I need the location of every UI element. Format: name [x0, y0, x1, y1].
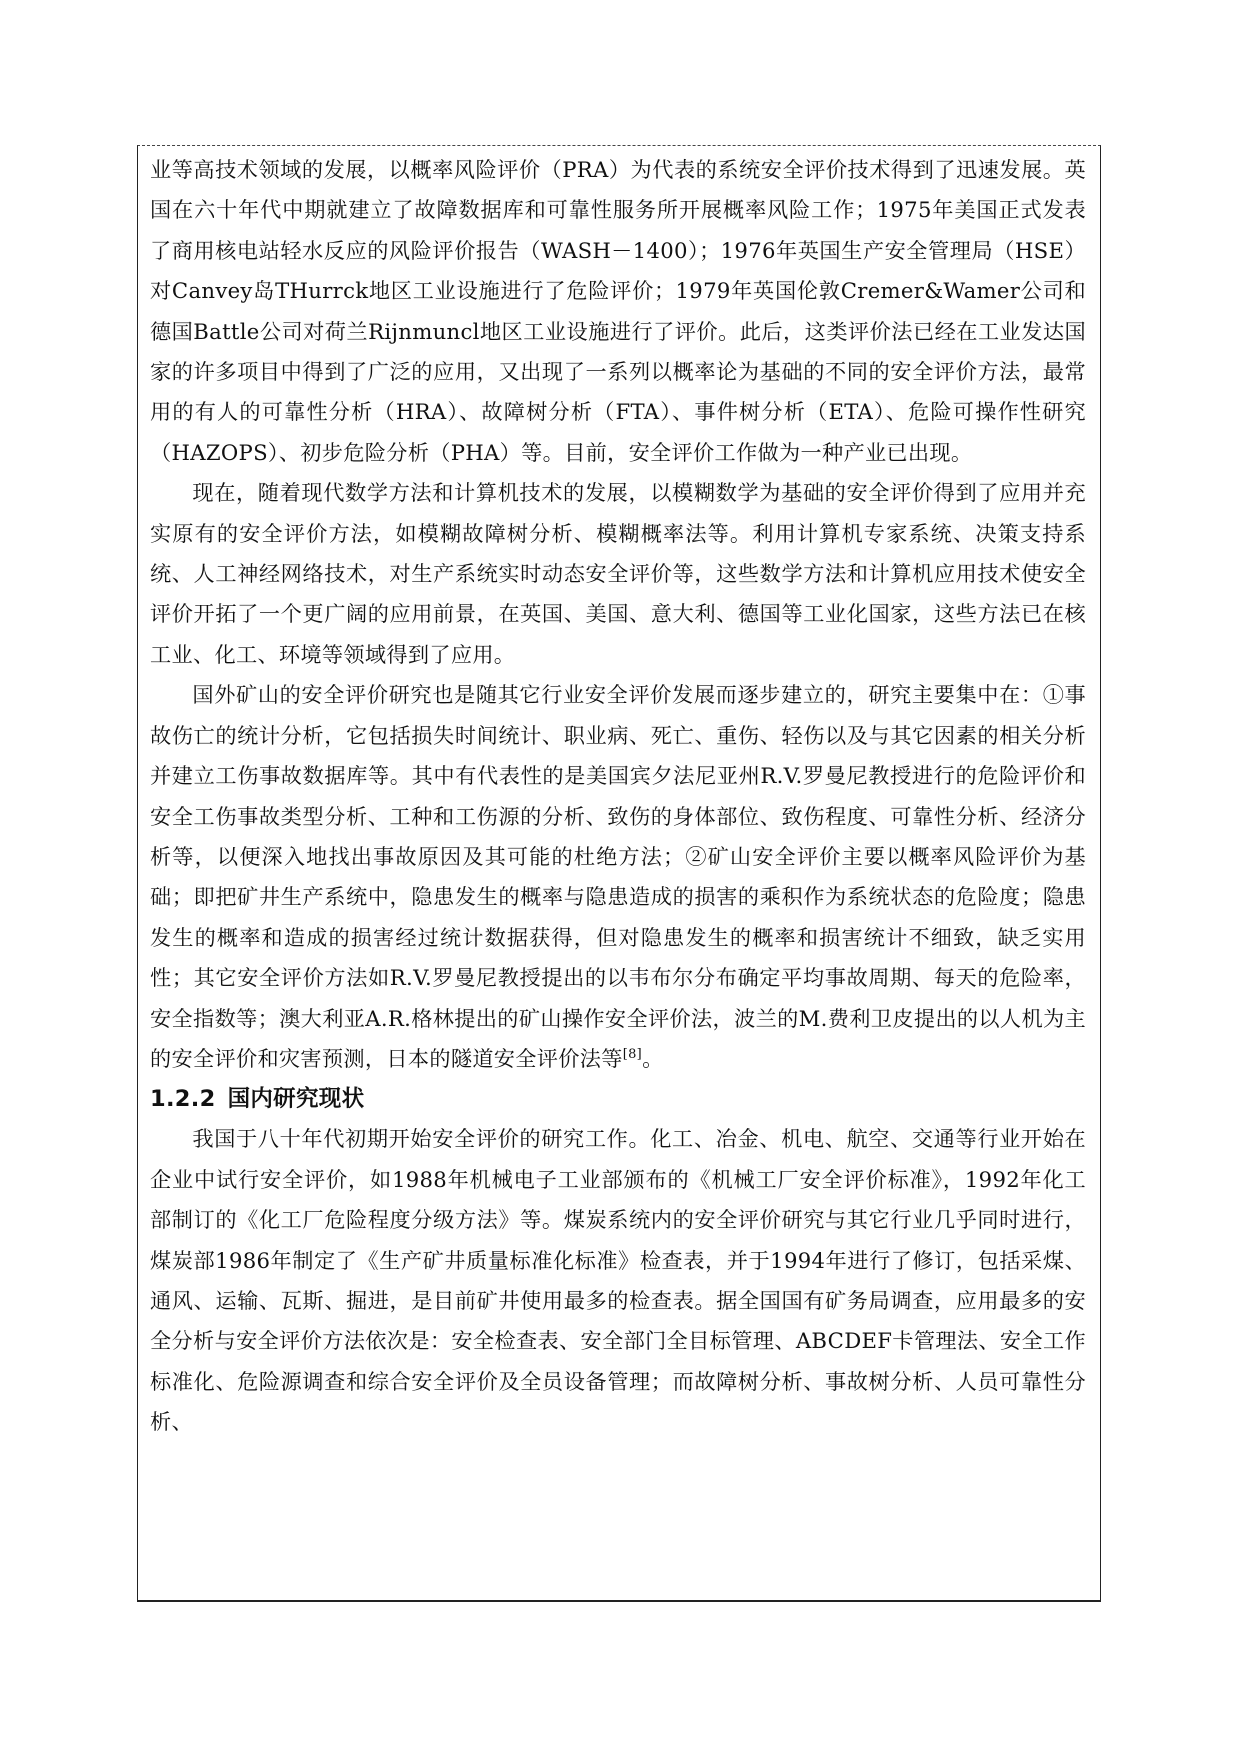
- paragraph-domestic-research: 我国于八十年代初期开始安全评价的研究工作。化工、冶金、机电、航空、交通等行业开始在企业中试行安全评价，如1988年机械电子工业部颁布的《机械工厂安全评价标准》，1992年化工部制订的《化工厂危险程度分级方法》等。煤炭系统内的安全评价研究与其它行业几乎同时进行，煤炭部1986年制定了《生产矿井质量标准化标准》检查表，并于1994年进行了修订，包括采煤、通风、运输、瓦斯、掘进，是目前矿井使用最多的检查表。据全国国有矿务局调查，应用最多的安全分析与安全评价方法依次是：安全检查表、安全部门全目标管理、ABCDEF卡管理法、安全工作标准化、危险源调查和综合安全评价及全员设备管理；而故障树分析、事故树分析、人员可靠性分析、: [150, 1126, 1086, 1435]
- document-body: [150, 150, 1086, 1443]
- citation-ref: [8]: [622, 1046, 643, 1062]
- section-number: 1.2.2: [150, 1086, 216, 1113]
- paragraph-pra-history: 业等高技术领域的发展，以概率风险评价（PRA）为代表的系统安全评价技术得到了迅速发展。英国在六十年代中期就建立了故障数据库和可靠性服务所开展概率风险工作；1975年美国正式发表了商用核电站轻水反应的风险评价报告（WASH－1400）；1976年英国生产安全管理局（HSE）对Canvey岛THurrck地区工业设施进行了危险评价；1979年英国伦敦Cremer&Wamer公司和德国Battle公司对荷兰Rijnmuncl地区工业设施进行了评价。此后，这类评价法已经在工业发达国家的许多项目中得到了广泛的应用，又出现了一系列以概率论为基础的不同的安全评价方法，最常用的有人的可靠性分析（HRA）、故障树分析（FTA）、事件树分析（ETA）、危险可操作性研究（HAZOPS）、初步危险分析（PHA）等。目前，安全评价工作做为一种产业已出现。: [150, 157, 1086, 465]
- paragraph-modern-methods: 现在，随着现代数学方法和计算机技术的发展，以模糊数学为基础的安全评价得到了应用并充实原有的安全评价方法，如模糊故障树分析、模糊概率法等。利用计算机专家系统、决策支持系统、人工神经网络技术，对生产系统实时动态安全评价等，这些数学方法和计算机应用技术使安全评价开拓了一个更广阔的应用前景，在英国、美国、意大利、德国等工业化国家，这些方法已在核工业、化工、环境等领域得到了应用。: [150, 480, 1086, 667]
- section-title: 国内研究现状: [227, 1086, 365, 1113]
- section-heading: [150, 1079, 1086, 1119]
- paragraph-foreign-mining: [150, 675, 1086, 1079]
- paragraph-foreign-mining-text: 国外矿山的安全评价研究也是随其它行业安全评价发展而逐步建立的，研究主要集中在：①事故伤亡的统计分析，它包括损失时间统计、职业病、死亡、重伤、轻伤以及与其它因素的相关分析并建立工伤事故数据库等。其中有代表性的是美国宾夕法尼亚州R.V.罗曼尼教授进行的危险评价和安全工伤事故类型分析、工种和工伤源的分析、致伤的身体部位、致伤程度、可靠性分析、经济分析等，以便深入地找出事故原因及其可能的杜绝方法；②矿山安全评价主要以概率风险评价为基础；即把矿井生产系统中，隐患发生的概率与隐患造成的损害的乘积作为系统状态的危险度；隐患发生的概率和造成的损害经过统计数据获得，但对隐患发生的概率和损害统计不细致，缺乏实用性；其它安全评价方法如R.V.罗曼尼教授提出的以韦布尔分布确定平均事故周期、每天的危险率，安全指数等；澳大利亚A.R.格林提出的矿山操作安全评价法，波兰的M.费利卫皮提出的以人机为主的安全评价和灾害预测，日本的隧道安全评价法等: [150, 682, 1086, 1071]
- paragraph-foreign-mining-end: 。: [642, 1045, 664, 1071]
